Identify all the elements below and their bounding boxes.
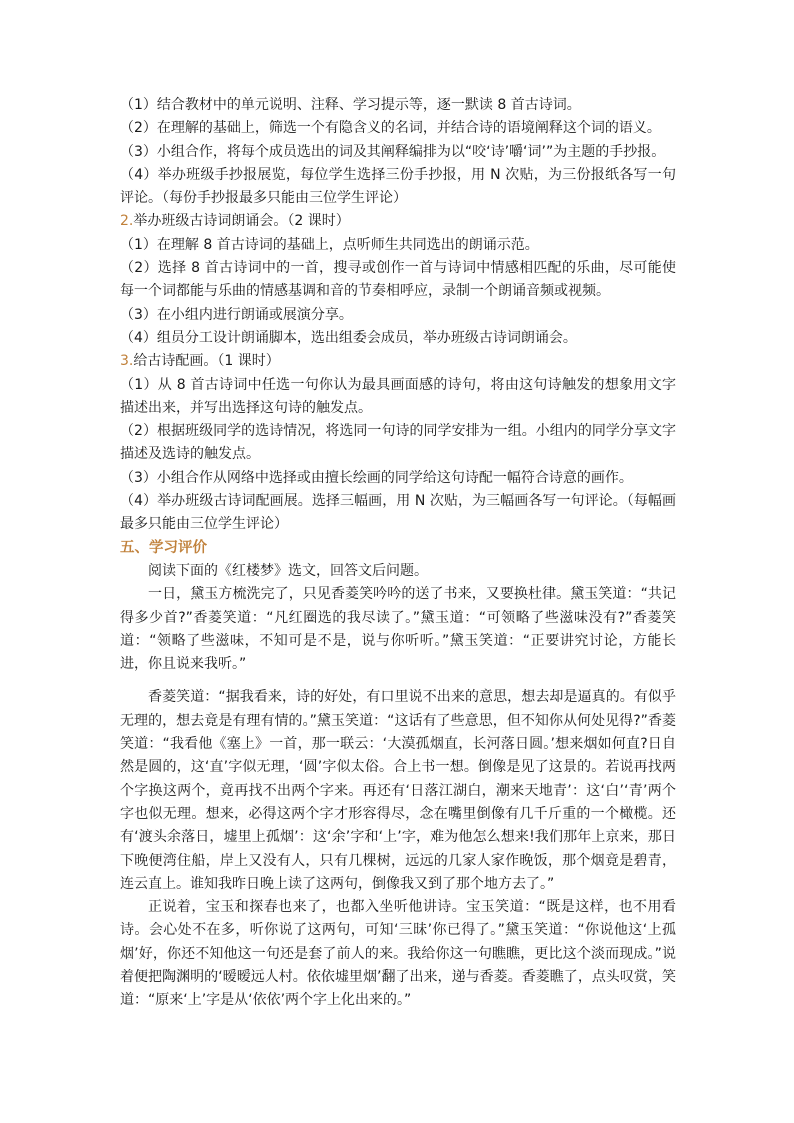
section-2-step-4: （4）组员分工设计朗诵脚本，选出组委会成员，举办班级古诗词朗诵会。 [120, 329, 577, 346]
section-3-step-4: （4）举办班级古诗词配画展。选择三幅画，用 N 次贴，为三幅画各写一句评论。（每幅画最多只能由三位学生评论） [120, 493, 676, 533]
section-2-step-3: （3）在小组内进行朗诵或展演分享。 [120, 306, 353, 323]
section-2-step-2: （2）选择 8 首古诗词中的一首，搜寻或创作一首与诗词中情感相匹配的乐曲，尽可能使每一个词都能与乐曲的情感基调和音的节奏相呼应，录制一个朗诵音频或视频。 [120, 260, 676, 300]
section-3-step-2: （2）根据班级同学的选诗情况，将选同一句诗的同学安排为一组。小组内的同学分享文字描述及选诗的触发点。 [120, 423, 676, 463]
section-3-step-1: （1）从 8 首古诗词中任选一句你认为最具画面感的诗句，将由这句诗触发的想象用文字描述出来，并写出选择这句诗的触发点。 [120, 376, 676, 416]
document-body [120, 94, 676, 1013]
step-3: （3）小组合作，将每个成员选出的词及其阐释编排为以“咬‘诗’嚼‘词’”为主题的手抄报。 [120, 143, 666, 160]
section-3-title [120, 350, 676, 373]
section-2-number: 2. [120, 213, 134, 230]
passage-paragraph-3: 正说着，宝玉和探春也来了，也都入坐听他讲诗。宝玉笑道：“既是这样，也不用看诗。会心处不在多，听你说了这两句，可知‘三昧’你已得了。”黛玉笑道：“你说他这‘上孤烟’好，你还不知他这一句还是套了前人的来。我给你这一句瞧瞧，更比这个淡而现成。”说着便把陶渊明的‘暧暧远人村。依依墟里烟’翻了出来，递与香菱。香菱瞧了，点头叹赏，笑道：“原来‘上’字是从‘依依’两个字上化出来的。” [120, 899, 676, 1009]
section-2-title-text: 举办班级古诗词朗诵会。（2 课时） [133, 213, 350, 230]
section-2-step-1: （1）在理解 8 首古诗词的基础上，点听师生共同选出的朗诵示范。 [120, 236, 539, 253]
step-2: （2）在理解的基础上，筛选一个有隐含义的名词，并结合诗的语境阐释这个词的语义。 [120, 120, 661, 137]
section-3-step-3: （3）小组合作从网络中选择或由擅长绘画的同学给这句诗配一幅符合诗意的画作。 [120, 469, 633, 486]
paragraph-spacer [120, 676, 676, 686]
section-2-title [120, 210, 676, 233]
step-4: （4）举办班级手抄报展览，每位学生选择三份手抄报，用 N 次贴，为三份报纸各写一句评论。（每份手抄报最多只能由三位学生评论） [120, 166, 676, 207]
section-3-number: 3. [120, 353, 134, 370]
reading-intro: 阅读下面的《红楼梦》选文，回答文后问题。 [148, 562, 428, 579]
section-5-heading: 五、学习评价 [120, 539, 207, 556]
passage-paragraph-2: 香菱笑道：“据我看来，诗的好处，有口里说不出来的意思，想去却是逼真的。有似乎无理的，想去竟是有理有情的。”黛玉笑道：“这话有了些意思，但不知你从何处见得?”香菱笑道：“我看他《塞上》一首，那一联云：‘大漠孤烟直，长河落日圆。’想来烟如何直?日自然是圆的，这‘直’字似无理，‘圆’字似太俗。合上书一想。倒像是见了这景的。若说再找两个字换这两个，竟再找不出两个字来。再还有‘日落江湖白，潮来天地青’：这‘白’‘青’两个字也似无理。想来，必得这两个字才形容得尽，念在嘴里倒像有几千斤重的一个橄榄。还有‘渡头余落日，墟里上孤烟’：这‘余’字和‘上’字，难为他怎么想来!我们那年上京来，那日下晚便湾住船，岸上又没有人，只有几棵树，远远的几家人家作晚饭，那个烟竟是碧青，连云直上。谁知我昨日晚上读了这两句，倒像我又到了那个地方去了。” [120, 689, 676, 892]
section-3-title-text: 给古诗配画。（1 课时） [133, 353, 280, 370]
step-1: （1）结合教材中的单元说明、注释、学习提示等，逐一默读 8 首古诗词。 [120, 97, 581, 113]
passage-paragraph-1: 一日，黛玉方梳洗完了，只见香菱笑吟吟的送了书来，又要换杜律。黛玉笑道：“共记得多少首?”香菱笑道：“凡红圈选的我尽读了。”黛玉道：“可领略了些滋味没有?”香菱笑道：“领略了些滋味，不知可是不是，说与你听听。”黛玉笑道：“正要讲究讨论，方能长进，你且说来我听。” [120, 586, 676, 673]
